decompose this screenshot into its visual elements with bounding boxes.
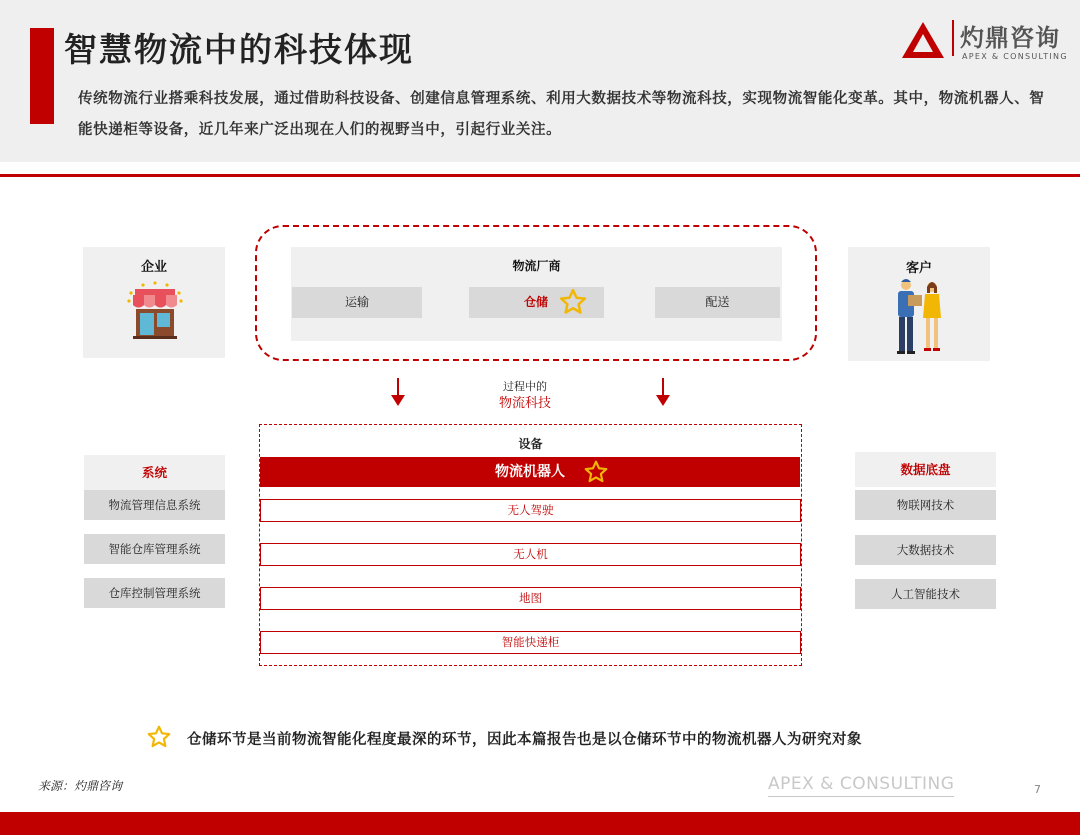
- delivery-people-icon: [892, 275, 948, 357]
- company-logo: [900, 18, 1070, 66]
- right-arrow-head: [656, 395, 670, 406]
- equipment-item: 无人机: [260, 543, 801, 566]
- vendor-item-transport: 运输: [292, 287, 422, 318]
- enterprise-box: [83, 247, 225, 358]
- logo-cn-name: 灼鼎咨询: [960, 24, 1060, 52]
- vendor-title: 物流厂商: [512, 259, 561, 273]
- equipment-highlight-bar: [260, 457, 800, 487]
- equipment-box: [259, 424, 802, 666]
- systems-item: 物流管理信息系统: [84, 490, 225, 520]
- star-icon-note: [146, 724, 172, 750]
- systems-item: 仓库控制管理系统: [84, 578, 225, 608]
- process-label-line2: 物流科技: [498, 396, 551, 411]
- enterprise-label: 企业: [140, 260, 167, 275]
- customer-label: 客户: [905, 261, 932, 276]
- data-base-item: 人工智能技术: [855, 579, 996, 609]
- right-down-arrow: [662, 378, 664, 395]
- vendor-item-delivery: 配送: [655, 287, 780, 318]
- footer-brand-underline: [768, 796, 954, 797]
- left-arrow-head: [391, 395, 405, 406]
- equipment-highlight-label: 物流机器人: [495, 464, 565, 480]
- equipment-item: 地图: [260, 587, 801, 610]
- source-text: 来源：灼鼎咨询: [38, 779, 123, 793]
- customer-box: [848, 247, 990, 361]
- footnote-text: 仓储环节是当前物流智能化程度最深的环节，因此本篇报告也是以仓储环节中的物流机器人为研究对象: [187, 732, 862, 748]
- logo-divider: [952, 20, 954, 56]
- systems-item: 智能仓库管理系统: [84, 534, 225, 564]
- store-icon: [125, 279, 185, 341]
- data-base-item: 物联网技术: [855, 490, 996, 520]
- process-label-line1: 过程中的: [503, 380, 547, 393]
- data-base-title: 数据底盘: [855, 452, 996, 487]
- page-title: 智慧物流中的科技体现: [64, 30, 414, 69]
- page-number: 7: [1034, 783, 1041, 796]
- title-accent-bar: [30, 28, 54, 124]
- vendor-item-storage-label: 仓储: [524, 295, 549, 309]
- header-divider: [0, 174, 1080, 177]
- equipment-item: 无人驾驶: [260, 499, 801, 522]
- star-icon: [558, 287, 588, 317]
- header: [0, 0, 1080, 162]
- left-down-arrow: [397, 378, 399, 395]
- data-base-item: 大数据技术: [855, 535, 996, 565]
- systems-title: 系统: [84, 455, 225, 490]
- footer-brand: APEX & CONSULTING: [768, 774, 955, 794]
- equipment-item: 智能快递柜: [260, 631, 801, 654]
- vendor-panel: [291, 247, 782, 341]
- star-icon-equipment: [583, 459, 609, 485]
- equipment-title: 设备: [518, 437, 543, 451]
- page-description: 传统物流行业搭乘科技发展，通过借助科技设备、创建信息管理系统、利用大数据技术等物流科技，实现物流智能化变革。其中，物流机器人、智能快递柜等设备，近几年来广泛出现在人们的视野当中，引起行业关注。: [78, 91, 1045, 138]
- logo-en-name: APEX & CONSULTING: [962, 52, 1068, 61]
- bottom-accent-bar: [0, 812, 1080, 835]
- logo-triangle-icon: [900, 20, 946, 60]
